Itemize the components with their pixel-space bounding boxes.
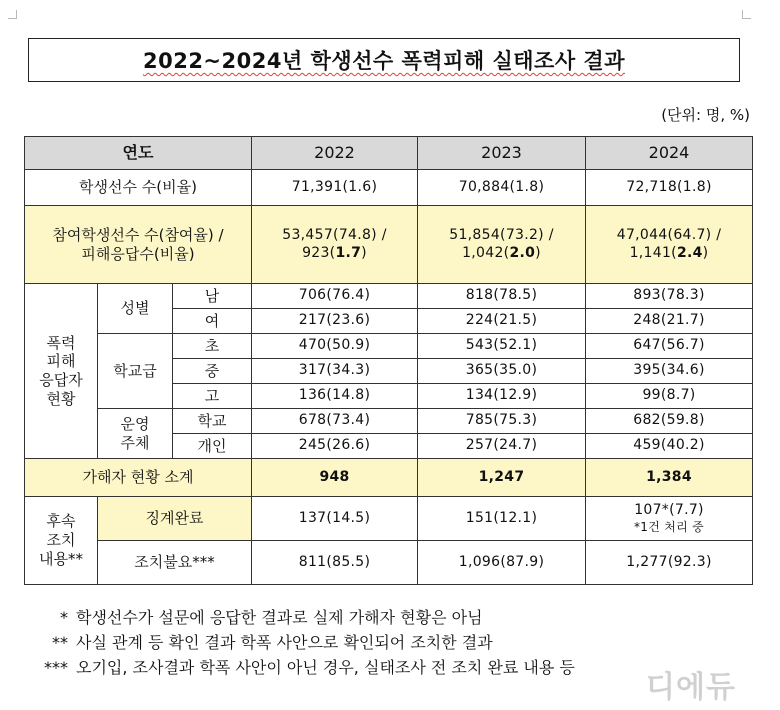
year-2024: 2024	[586, 137, 753, 170]
gender-label: 성별	[98, 284, 173, 334]
page-title: 2022~2024년 학생선수 폭력피해 실태조사 결과	[142, 49, 626, 73]
operator-individual-2024: 459(40.2)	[586, 434, 753, 459]
victims-elementary-row	[25, 334, 753, 359]
discipline-2023: 151(12.1)	[418, 497, 586, 541]
participants-2023: 51,854(73.2) / 1,042(2.0)	[418, 206, 586, 284]
middle-2024: 395(34.6)	[586, 359, 753, 384]
year-2022: 2022	[252, 137, 418, 170]
female-2022: 217(23.6)	[252, 309, 418, 334]
operator-individual-2023: 257(24.7)	[418, 434, 586, 459]
year-2023: 2023	[418, 137, 586, 170]
middle-2023: 365(35.0)	[418, 359, 586, 384]
students-row	[25, 170, 753, 206]
watermark-logo: 디에듀	[646, 670, 736, 705]
students-2023: 70,884(1.8)	[418, 170, 586, 206]
school-high-label: 고	[173, 384, 252, 409]
operator-individual-label: 개인	[173, 434, 252, 459]
students-2022: 71,391(1.6)	[252, 170, 418, 206]
unit-label: (단위: 명, %)	[661, 106, 750, 124]
perpetrators-2022: 948	[252, 459, 418, 497]
elementary-2024: 647(56.7)	[586, 334, 753, 359]
footnote-2: ** 사실 관계 등 확인 결과 학폭 사안으로 확인되어 조치한 결과	[52, 632, 493, 652]
participants-2022: 53,457(74.8) / 923(1.7)	[252, 206, 418, 284]
female-2024: 248(21.7)	[586, 309, 753, 334]
header-row	[25, 137, 753, 170]
footnote-3: *** 오기입, 조사결과 학폭 사안이 아닌 경우, 실태조사 전 조치 완료 내용 등	[44, 657, 575, 677]
high-2023: 134(12.9)	[418, 384, 586, 409]
school-elementary-label: 초	[173, 334, 252, 359]
female-2023: 224(21.5)	[418, 309, 586, 334]
gender-female-label: 여	[173, 309, 252, 334]
operator-school-2022: 678(73.4)	[252, 409, 418, 434]
high-2024: 99(8.7)	[586, 384, 753, 409]
no-action-2022: 811(85.5)	[252, 541, 418, 585]
footnote-1: * 학생선수가 설문에 응답한 결과로 실제 가해자 현황은 아님	[60, 608, 483, 627]
victims-school-operated-row	[25, 409, 753, 434]
no-action-2023: 1,096(87.9)	[418, 541, 586, 585]
school-middle-label: 중	[173, 359, 252, 384]
students-label: 학생선수 수(비율)	[25, 170, 252, 206]
page-title-box	[28, 38, 740, 82]
page-corner-mark-left	[8, 10, 17, 19]
perpetrators-row	[25, 459, 753, 497]
no-action-label: 조치불요***	[98, 541, 252, 585]
operator-school-2024: 682(59.8)	[586, 409, 753, 434]
perpetrators-label: 가해자 현황 소계	[25, 459, 252, 497]
no-action-row	[25, 541, 753, 585]
male-2024: 893(78.3)	[586, 284, 753, 309]
elementary-2022: 470(50.9)	[252, 334, 418, 359]
participants-label: 참여학생선수 수(참여율) / 피해응답수(비율)	[25, 206, 252, 284]
discipline-2022: 137(14.5)	[252, 497, 418, 541]
perpetrators-2024: 1,384	[586, 459, 753, 497]
participants-2024: 47,044(64.7) / 1,141(2.4)	[586, 206, 753, 284]
discipline-row	[25, 497, 753, 541]
discipline-2024: 107*(7.7) *1건 처리 중	[586, 497, 753, 541]
victims-male-row	[25, 284, 753, 309]
followup-group-label: 후속 조치 내용**	[25, 497, 98, 585]
students-2024: 72,718(1.8)	[586, 170, 753, 206]
no-action-2024: 1,277(92.3)	[586, 541, 753, 585]
participants-row	[25, 206, 753, 284]
middle-2022: 317(34.3)	[252, 359, 418, 384]
victims-group-label: 폭력 피해 응답자 현황	[25, 284, 98, 459]
operator-school-2023: 785(75.3)	[418, 409, 586, 434]
gender-male-label: 남	[173, 284, 252, 309]
operator-school-label: 학교	[173, 409, 252, 434]
school-level-label: 학교급	[98, 334, 173, 409]
discipline-label: 징계완료	[98, 497, 252, 541]
elementary-2023: 543(52.1)	[418, 334, 586, 359]
page-corner-mark-right	[742, 10, 751, 19]
operator-label: 운영 주체	[98, 409, 173, 459]
footnotes	[30, 606, 575, 680]
operator-individual-2022: 245(26.6)	[252, 434, 418, 459]
high-2022: 136(14.8)	[252, 384, 418, 409]
male-2022: 706(76.4)	[252, 284, 418, 309]
year-header-label: 연도	[25, 137, 252, 170]
survey-results-table	[24, 136, 753, 585]
perpetrators-2023: 1,247	[418, 459, 586, 497]
male-2023: 818(78.5)	[418, 284, 586, 309]
